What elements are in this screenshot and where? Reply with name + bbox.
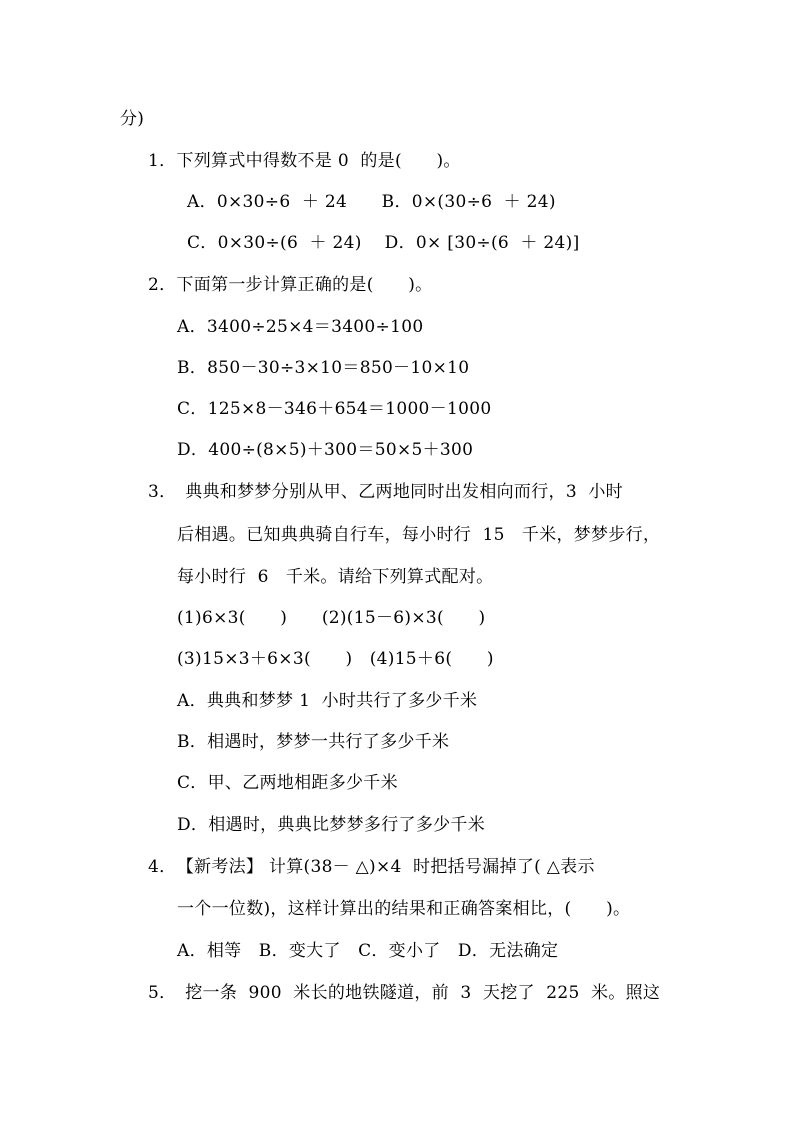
question-3-option-c: C．甲、乙两地相距多少千米 bbox=[177, 773, 398, 793]
question-3-stem-line-2: 后相遇。已知典典骑自行车，每小时行 15 千米，梦梦步行， bbox=[177, 525, 661, 545]
question-3-stem-line-3: 每小时行 6 千米。请给下列算式配对。 bbox=[177, 567, 494, 587]
question-3-match-row-1: (1)6×3( ) (2)(15－6)×3( ) bbox=[177, 608, 486, 628]
question-4-stem-line-2: 一个一位数)，这样计算出的结果和正确答案相比，( )。 bbox=[177, 899, 631, 919]
question-3-option-b: B．相遇时，梦梦一共行了多少千米 bbox=[177, 732, 450, 752]
question-4-stem-line-1: 4． 【新考法】 计算(38－ △)×4 时把括号漏掉了( △表示 bbox=[148, 857, 595, 877]
question-2-stem: 2．下面第一步计算正确的是( )。 bbox=[148, 275, 433, 295]
question-1-stem: 1．下列算式中得数不是 0 的是( )。 bbox=[148, 151, 461, 171]
question-5-stem-line-1: 5． 挖一条 900 米长的地铁隧道，前 3 天挖了 225 米。照这 bbox=[148, 983, 661, 1003]
question-2-option-d: D．400÷(8×5)＋300＝50×5＋300 bbox=[177, 440, 474, 460]
question-3-stem-line-1: 3． 典典和梦梦分别从甲、乙两地同时出发相向而行，3 小时 bbox=[148, 482, 623, 502]
header-fragment: 分) bbox=[120, 109, 145, 129]
question-2-option-a: A．3400÷25×4＝3400÷100 bbox=[177, 317, 424, 337]
question-2-option-b: B．850－30÷3×10＝850－10×10 bbox=[177, 358, 470, 378]
question-3-option-a: A．典典和梦梦 1 小时共行了多少千米 bbox=[177, 691, 478, 711]
question-2-option-c: C．125×8－346＋654＝1000－1000 bbox=[177, 399, 492, 419]
question-3-option-d: D．相遇时，典典比梦梦多行了多少千米 bbox=[177, 815, 486, 835]
question-1-options-row-1: A．0×30÷6 ＋ 24 B．0×(30÷6 ＋ 24) bbox=[187, 192, 556, 212]
question-1-options-row-2: C．0×30÷(6 ＋ 24) D．0× [30÷(6 ＋ 24)] bbox=[187, 233, 580, 253]
question-3-match-row-2: (3)15×3＋6×3( ) (4)15＋6( ) bbox=[177, 649, 494, 669]
question-4-options: A．相等 B．变大了 C．变小了 D．无法确定 bbox=[177, 941, 559, 961]
